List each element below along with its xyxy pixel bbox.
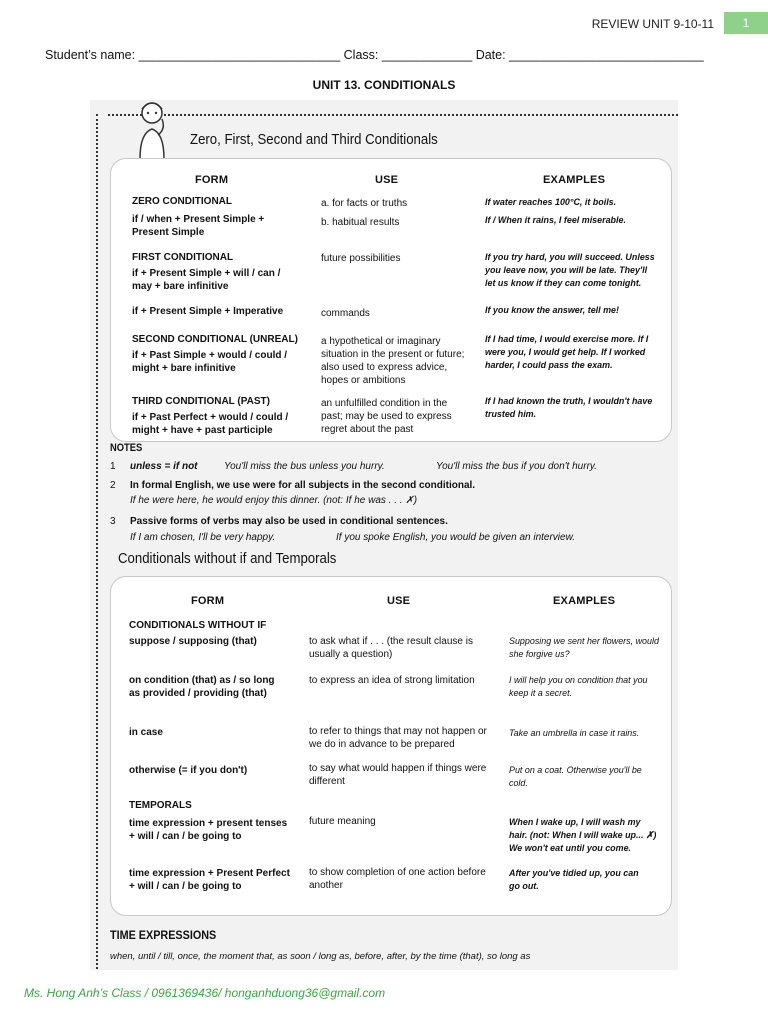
example-cell: If water reaches 100°C, it boils. xyxy=(485,197,617,208)
note-example: If I am chosen, I'll be very happy. xyxy=(130,532,276,543)
thinking-man-icon xyxy=(128,99,176,163)
section-heading-conditionals-without-if: Conditionals without if and Temporals xyxy=(118,550,337,567)
footer-contact: Ms. Hong Anh’s Class / 0961369436/ honganhduong36@gmail.com xyxy=(24,986,386,1000)
example-cell: When I wake up, I will wash my hair. (not: When I will wake up... ✗) We won't eat until you come. xyxy=(509,817,657,854)
dotted-border-left xyxy=(96,114,98,969)
use-cell: commands xyxy=(321,308,370,319)
form-cell: if + Past Simple + would / could / might + bare infinitive xyxy=(132,350,288,374)
column-header-use: USE xyxy=(387,595,411,607)
subheading-temporals: TEMPORALS xyxy=(129,800,192,811)
column-header-use: USE xyxy=(375,174,399,186)
note-number: 3 xyxy=(110,516,116,527)
example-cell: Supposing we sent her flowers, would she forgive us? xyxy=(509,636,659,660)
time-expressions-heading: TIME EXPRESSIONS xyxy=(110,928,217,942)
example-cell: Take an umbrella in case it rains. xyxy=(509,728,640,739)
notes-heading: NOTES xyxy=(110,442,143,454)
form-cell: if + Present Simple + will / can / may + bare infinitive xyxy=(132,268,281,292)
column-header-form: FORM xyxy=(191,595,225,607)
use-cell: to refer to things that may not happen or we do in advance to be prepared xyxy=(309,726,487,750)
note-text: unless = if not xyxy=(130,461,198,472)
example-cell: If / When it rains, I feel miserable. xyxy=(485,215,626,226)
example-cell: If you know the answer, tell me! xyxy=(485,305,619,316)
document-header-title: REVIEW UNIT 9-10-11 xyxy=(591,17,714,31)
use-cell: a hypothetical or imaginary situation in the present or future; also used to express advice, hopes or ambitions xyxy=(321,336,465,386)
dotted-border-top xyxy=(108,114,678,116)
form-cell: if + Present Simple + Imperative xyxy=(132,306,284,317)
note-example: If he were here, he would enjoy this dinner. (not: If he was . . . ✗) xyxy=(130,495,418,506)
note-number: 1 xyxy=(110,461,116,472)
note-example: You'll miss the bus if you don't hurry. xyxy=(436,461,597,472)
form-cell: suppose / supposing (that) xyxy=(129,636,257,647)
use-cell: to ask what if . . . (the result clause is usually a question) xyxy=(309,636,473,660)
column-header-examples: EXAMPLES xyxy=(543,174,606,186)
use-cell: b. habitual results xyxy=(321,217,400,228)
page-number: 1 xyxy=(724,12,768,34)
student-info-line: Student’s name: _____________________________ Class: _____________ Date: ____________________________ xyxy=(45,48,704,62)
conditionals-table-panel xyxy=(110,158,672,442)
note-example: You'll miss the bus unless you hurry. xyxy=(224,461,385,472)
use-cell: to say what would happen if things were different xyxy=(309,763,487,787)
subheading-conditionals-without-if: CONDITIONALS WITHOUT IF xyxy=(129,620,267,631)
time-expressions-list: when, until / till, once, the moment that, as soon / long as, before, after, by the time (that), so long as xyxy=(110,951,531,962)
use-cell: to express an idea of strong limitation xyxy=(309,675,475,686)
note-text: Passive forms of verbs may also be used in conditional sentences. xyxy=(130,516,448,527)
example-cell: I will help you on condition that you keep it a secret. xyxy=(509,675,648,699)
form-title: ZERO CONDITIONAL xyxy=(132,196,232,207)
form-title: SECOND CONDITIONAL (UNREAL) xyxy=(132,334,298,345)
note-example: If you spoke English, you would be given an interview. xyxy=(336,532,576,543)
example-cell: If I had time, I would exercise more. If I were you, I would get help. If I worked harder, I could pass the exam. xyxy=(485,334,649,371)
note-number: 2 xyxy=(110,480,116,491)
note-text: In formal English, we use were for all subjects in the second conditional. xyxy=(130,480,476,491)
use-cell: an unfulfilled condition in the past; may be used to express regret about the past xyxy=(321,398,452,435)
form-cell: if + Past Perfect + would / could / might + have + past participle xyxy=(132,412,289,436)
column-header-examples: EXAMPLES xyxy=(553,595,616,607)
section-heading-conditionals: Zero, First, Second and Third Conditionals xyxy=(190,131,438,148)
unit-title: UNIT 13. CONDITIONALS xyxy=(312,78,456,92)
form-title: FIRST CONDITIONAL xyxy=(132,252,234,263)
form-cell: time expression + present tenses + will / can / be going to xyxy=(129,818,288,842)
form-cell: on condition (that) as / so long as provided / providing (that) xyxy=(129,675,275,699)
example-cell: After you've tidied up, you can go out. xyxy=(509,868,639,892)
form-cell: time expression + Present Perfect + will / can / be going to xyxy=(129,868,290,892)
column-header-form: FORM xyxy=(195,174,229,186)
use-cell: to show completion of one action before another xyxy=(309,867,486,891)
example-cell: Put on a coat. Otherwise you'll be cold. xyxy=(509,765,642,789)
use-cell: a. for facts or truths xyxy=(321,198,408,209)
conditionals-without-if-table-panel xyxy=(110,576,672,916)
example-cell: If I had known the truth, I wouldn't have trusted him. xyxy=(485,396,653,420)
form-title: THIRD CONDITIONAL (PAST) xyxy=(132,396,270,407)
example-cell: If you try hard, you will succeed. Unless you leave now, you will be late. They'll let us know if they can come tonight. xyxy=(485,252,655,289)
form-cell: in case xyxy=(129,727,163,738)
use-cell: future meaning xyxy=(309,816,376,827)
use-cell: future possibilities xyxy=(321,253,401,264)
form-cell: otherwise (= if you don't) xyxy=(129,765,248,776)
form-cell: if / when + Present Simple + Present Simple xyxy=(132,214,265,238)
